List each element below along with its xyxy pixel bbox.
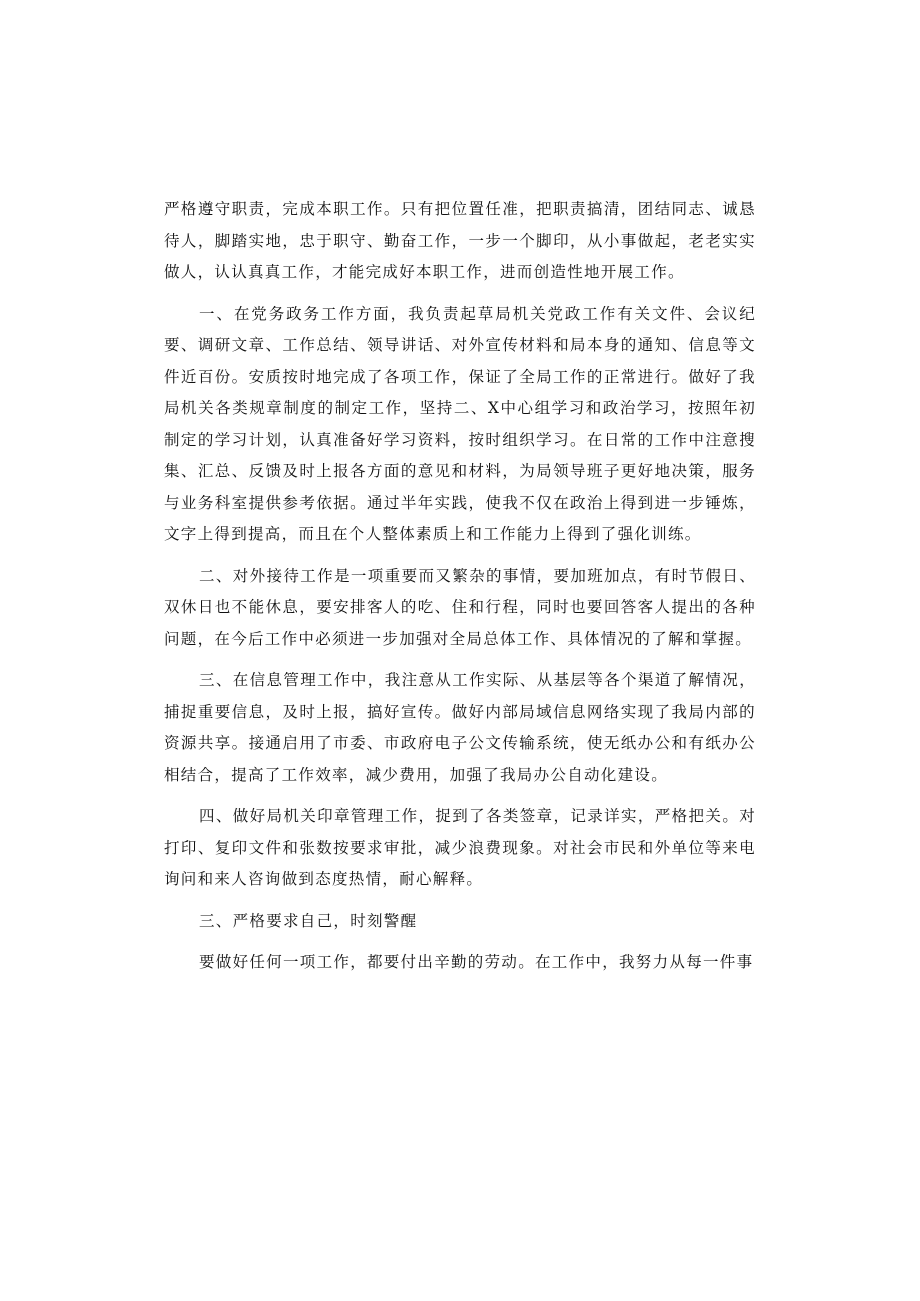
paragraph-party-affairs: 一、在党务政务工作方面，我负责起草局机关党政工作有关文件、会议纪要、调研文章、工作总结、领导讲话、对外宣传材料和局本身的通知、信息等文件近百份。安质按时地完成了各项工作，保证了全局工作的正常进行。做好了我局机关各类规章制度的制定工作，坚持二、X中心组学习和政治学习，按照年初制定的学习计划，认真准备好学习资料，按时组织学习。在日常的工作中注意搜集、汇总、反馈及时上报各方面的意见和材料，为局领导班子更好地决策，服务与业务科室提供参考依据。通过半年实践，使我不仅在政治上得到进一步锤炼，文字上得到提高，而且在个人整体素质上和工作能力上得到了强化训练。	[164, 304, 756, 543]
paragraph-hard-work: 要做好任何一项工作，都要付出辛勤的劳动。在工作中，我努力从每一件事	[199, 953, 754, 971]
paragraph-information-management: 三、在信息管理工作中，我注意从工作实际、从基层等各个渠道了解情况，捕捉重要信息，及时上报，搞好宣传。做好内部局域信息网络实现了我局内部的资源共享。接通启用了市委、市政府电子公文传输系统，使无纸办公和有纸办公相结合，提高了工作效率，减少费用，加强了我局办公自动化建设。	[164, 671, 756, 784]
document-body	[164, 194, 756, 989]
section-heading-self-discipline: 三、严格要求自己，时刻警醒	[199, 911, 418, 930]
paragraph-seal-management: 四、做好局机关印章管理工作，捉到了各类签章，记录详实，严格把关。对打印、复印文件和张数按要求审批，减少浪费现象。对社会市民和外单位等来电询问和来人咨询做到态度热情，耐心解释。	[164, 807, 756, 888]
paragraph-reception: 二、对外接待工作是一项重要而又繁杂的事情，要加班加点，有时节假日、双休日也不能休息，要安排客人的吃、住和行程，同时也要回答客人提出的各种问题，在今后工作中必须进一步加强对全局总体工作、具体情况的了解和掌握。	[164, 566, 756, 648]
paragraph-continuation: 严格遵守职责，完成本职工作。只有把位置任准，把职责搞清，团结同志、诚恳待人，脚踏实地，忠于职守、勤奋工作，一步一个脚印，从小事做起，老老实实做人，认认真真工作，才能完成好本职工作，进而创造性地开展工作。	[164, 200, 756, 281]
